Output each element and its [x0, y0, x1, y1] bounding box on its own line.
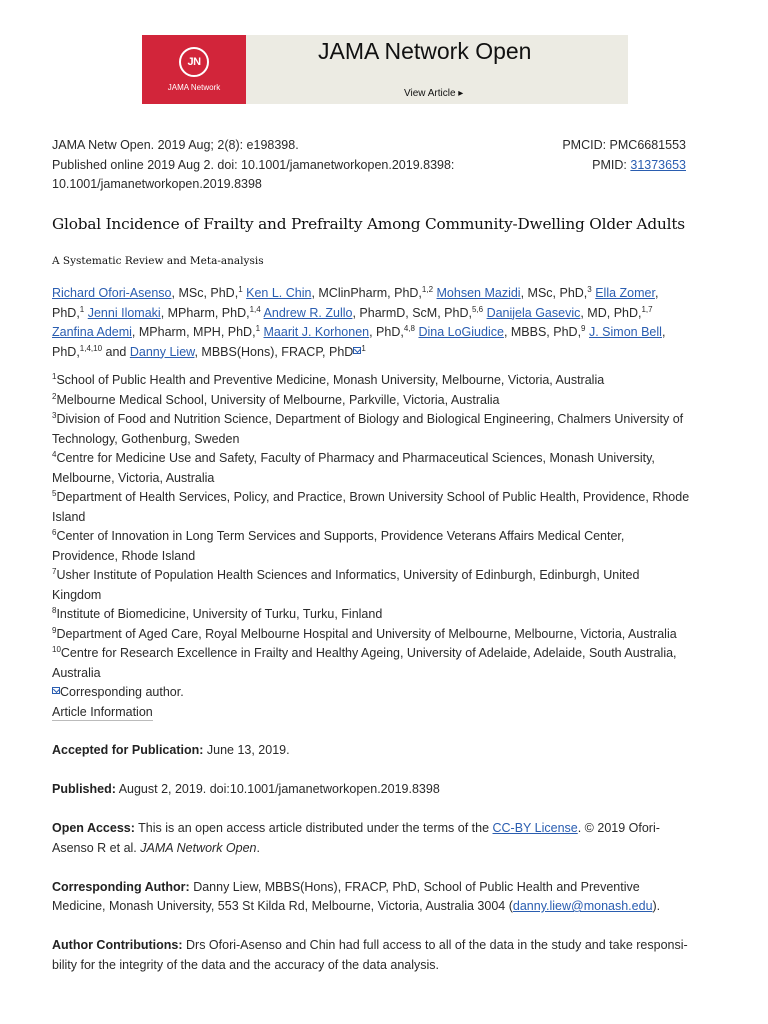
and-text: and: [102, 344, 130, 359]
author-link[interactable]: Jenni Ilomaki: [87, 305, 161, 320]
journal-title: JAMA Network Open: [318, 38, 532, 64]
affiliation-text: Department of Health Services, Policy, and Practice, Brown University School of Public Health, Providence, Rhode Island: [52, 490, 690, 524]
author-degrees: , MSc, PhD,: [171, 286, 239, 300]
author-degrees: , MPharm, PhD,: [160, 305, 250, 320]
author-link[interactable]: Richard Ofori-Asenso: [52, 286, 172, 300]
accepted-section: [52, 741, 692, 761]
accepted-value: June 13, 2019.: [203, 743, 290, 757]
open-access-copyright: . © 2019 Ofori-Asenso R et al.: [52, 821, 660, 855]
affiliation-number: 9: [52, 625, 57, 635]
author-contributions-section: [52, 936, 692, 975]
author-link[interactable]: Ella Zomer: [595, 286, 655, 300]
corresponding-note-text: Corresponding author.: [60, 685, 184, 699]
affiliation-number: 8: [52, 605, 57, 615]
article-info-sections: [52, 741, 692, 995]
article-subtitle: A Systematic Review and Meta-analysis: [52, 255, 264, 267]
identifiers: [562, 136, 686, 175]
open-access-end: .: [256, 840, 260, 855]
author-affiliation-ref: 3: [587, 284, 592, 294]
affiliation-item: [52, 527, 692, 566]
author-affiliation-ref: 1,7: [641, 304, 653, 314]
author-affiliation-ref: 1: [79, 304, 85, 314]
author-link[interactable]: Andrew R. Zullo: [263, 305, 353, 320]
author-degrees: , PhD,: [52, 325, 666, 359]
affiliations: [52, 371, 692, 722]
affiliation-number: 4: [52, 449, 57, 459]
author-link[interactable]: Zanfina Ademi: [52, 325, 132, 339]
affiliation-item: [52, 605, 692, 625]
author-degrees: , MBBS, PhD,: [503, 325, 582, 339]
email-icon[interactable]: [353, 347, 361, 354]
author-degrees: , MPharm, MPH, PhD,: [131, 325, 256, 339]
author-degrees: , PhD,: [369, 325, 404, 339]
contributions-text: Drs Ofori-Asenso and Chin had full access to all of the data in the study and take responsi-bility for the integrity of the data and the accuracy of the data analysis.: [52, 938, 688, 972]
jama-network-logo: JN: [179, 47, 209, 77]
brand-block: [142, 35, 246, 104]
affiliation-item: [52, 410, 692, 449]
affiliation-text: Usher Institute of Population Health Sciences and Informatics, University of Edinburgh, Edinburgh, United Kingdom: [52, 568, 640, 602]
citation-line: JAMA Netw Open. 2019 Aug; 2(8): e198398.: [52, 138, 299, 152]
author-affiliation-ref: 1,4: [249, 304, 261, 314]
affiliation-item: [52, 371, 692, 391]
author-degrees: , MSc, PhD,: [520, 286, 588, 300]
affiliation-text: Center of Innovation in Long Term Services and Supports, Providence Veterans Affairs Medical Center, Providence, Rhode Island: [52, 529, 625, 563]
affiliation-text: School of Public Health and Preventive Medicine, Monash University, Melbourne, Victoria, Australia: [56, 373, 605, 387]
corresponding-label: Corresponding Author:: [52, 879, 190, 894]
author-link[interactable]: Maarit J. Korhonen: [263, 325, 370, 339]
author-affiliation-ref: 1,4,10: [79, 343, 103, 353]
open-access-text: This is an open access article distributed under the terms of the: [134, 821, 493, 835]
affiliation-item: [52, 391, 692, 411]
journal-banner[interactable]: [142, 35, 628, 104]
open-access-label: Open Access:: [52, 821, 135, 835]
author-degrees: , MClinPharm, PhD,: [311, 286, 422, 300]
pmid-label: PMID:: [592, 157, 631, 172]
email-icon: [52, 687, 60, 694]
author-list: [52, 284, 692, 362]
affiliation-text: Division of Food and Nutrition Science, Department of Biology and Biological Engineering, Chalmers University of Technology, Gothenburg, Sweden: [52, 412, 684, 446]
published-online-line: Published online 2019 Aug 2. doi: 10.1001/jamanetworkopen.2019.8398:: [52, 157, 455, 172]
affiliation-text: Institute of Biomedicine, University of Turku, Turku, Finland: [56, 607, 383, 621]
affiliation-text: Department of Aged Care, Royal Melbourne Hospital and University of Melbourne, Melbourne, Victoria, Australia: [56, 626, 677, 641]
author-link[interactable]: Dina LoGiudice: [418, 325, 504, 339]
author-affiliation-ref: 1: [255, 323, 261, 333]
pmcid: PMCID: PMC6681553: [562, 138, 686, 152]
cc-by-license-link[interactable]: CC-BY License: [492, 821, 578, 835]
author-degrees: , PhD,: [52, 286, 659, 320]
author-degrees: , PharmD, ScM, PhD,: [352, 305, 472, 320]
corresponding-end: ).: [652, 899, 661, 913]
author-link[interactable]: Danijela Gasevic: [486, 305, 581, 320]
corresponding-author-section: [52, 878, 692, 917]
contributions-label: Author Contributions:: [52, 938, 183, 952]
corresponding-note: [52, 683, 692, 703]
pmid-line: [562, 156, 686, 176]
article-information-toggle[interactable]: Article Information: [52, 704, 153, 719]
doi-line: 10.1001/jamanetworkopen.2019.8398: [52, 177, 262, 191]
author-link[interactable]: Ken L. Chin: [246, 286, 312, 300]
pmid-link[interactable]: 31373653: [630, 157, 686, 172]
published-label: Published:: [52, 782, 116, 796]
published-section: [52, 780, 692, 800]
affiliation-text: Centre for Medicine Use and Safety, Faculty of Pharmacy and Pharmaceutical Sciences, Monash University, Melbourne, Victoria, Australia: [52, 451, 655, 485]
affiliation-text: Centre for Research Excellence in Frailty and Healthy Ageing, University of Adelaide, Adelaide, South Australia, Australia: [52, 646, 677, 680]
author-degrees: , MBBS(Hons), FRACP, PhD: [194, 344, 354, 359]
affiliation-item: [52, 488, 692, 527]
affiliation-number: 5: [52, 488, 57, 498]
author-link[interactable]: J. Simon Bell: [588, 325, 662, 339]
author-affiliation-ref: 9: [581, 323, 586, 333]
author-affiliation-ref: 1: [361, 343, 366, 353]
author-affiliation-ref: 1,2: [421, 284, 434, 294]
email-link[interactable]: danny.liew@monash.edu: [512, 899, 653, 913]
article-title: Global Incidence of Frailty and Prefrailty Among Community-Dwelling Older Adults: [52, 215, 685, 233]
journal-name: JAMA Network Open: [140, 840, 257, 855]
author-link[interactable]: Danny Liew: [129, 344, 195, 359]
citation-info: [52, 136, 454, 195]
affiliation-number: 7: [52, 566, 57, 576]
author-link[interactable]: Mohsen Mazidi: [436, 286, 521, 300]
affiliation-number: 6: [52, 527, 57, 537]
author-degrees: , MD, PhD,: [580, 305, 642, 320]
author-affiliation-ref: 1: [238, 284, 243, 294]
author-affiliation-ref: 5,6: [471, 304, 484, 314]
open-access-section: [52, 819, 692, 858]
affiliation-text: Melbourne Medical School, University of Melbourne, Parkville, Victoria, Australia: [56, 392, 500, 407]
author-affiliation-ref: 4,8: [403, 323, 415, 333]
affiliation-number: 10: [52, 644, 61, 654]
affiliation-item: [52, 566, 692, 605]
affiliation-item: [52, 644, 692, 683]
brand-name: JAMA Network: [167, 83, 221, 92]
corresponding-address: Danny Liew, MBBS(Hons), FRACP, PhD, School of Public Health and Preventive Medicine, Monash University, 553 St Kilda Rd, Melbourne, Victoria, Australia 3004 (: [52, 879, 640, 913]
affiliation-number: 1: [52, 371, 57, 381]
affiliation-number: 2: [52, 391, 57, 401]
accepted-label: Accepted for Publication:: [52, 743, 204, 757]
affiliation-item: [52, 625, 692, 645]
view-article-link[interactable]: View Article ▸: [404, 88, 464, 99]
affiliation-number: 3: [52, 410, 57, 420]
published-value: August 2, 2019. doi:10.1001/jamanetworkopen.2019.8398: [115, 782, 440, 796]
affiliation-item: [52, 449, 692, 488]
